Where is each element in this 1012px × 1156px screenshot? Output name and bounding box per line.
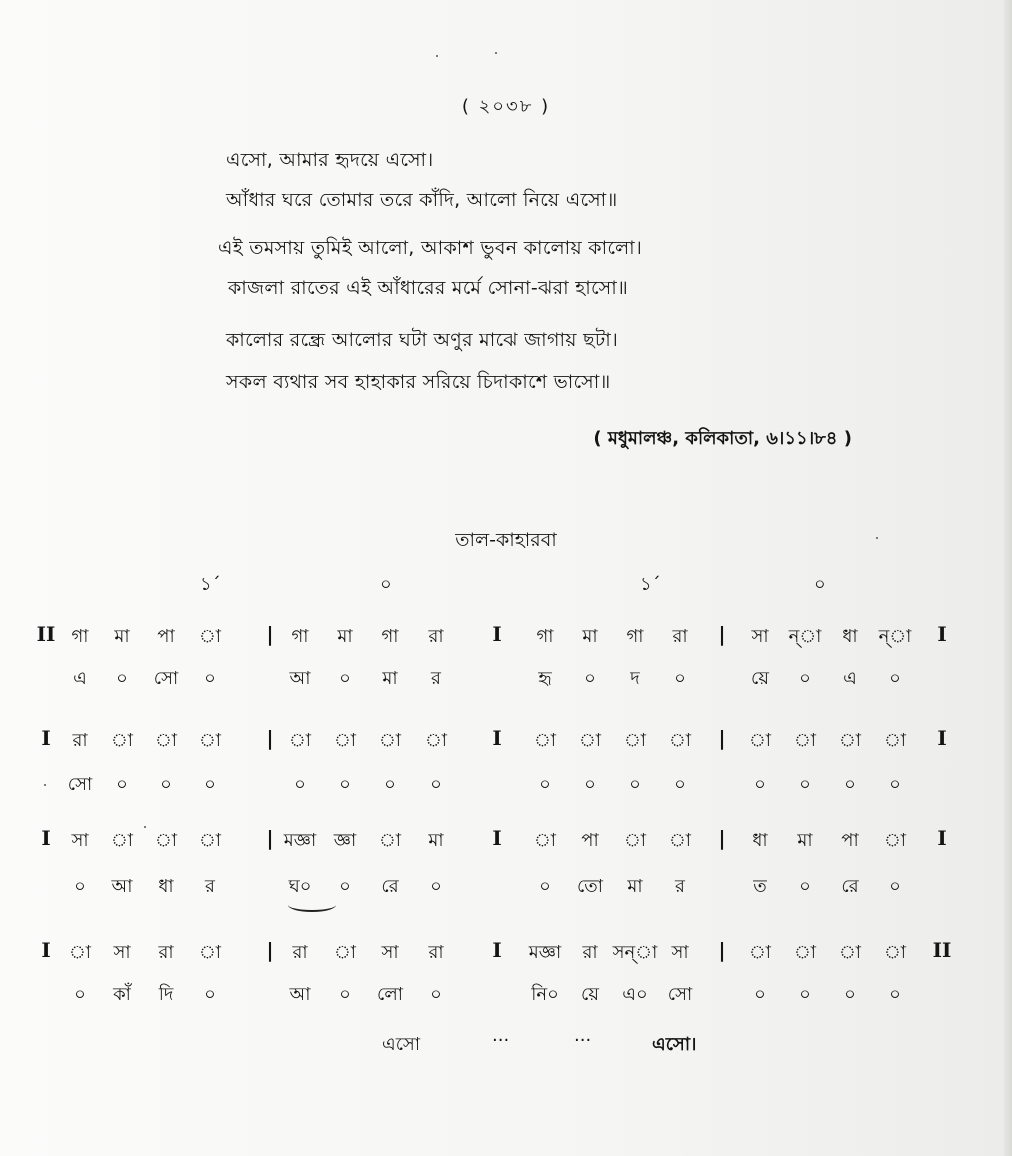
swara-note: া xyxy=(110,830,134,851)
lyric-syllable: এ xyxy=(73,668,87,689)
lyric-syllable: য়ে xyxy=(581,984,599,1005)
lyric-syllable: র xyxy=(675,876,685,897)
swara-note: রা xyxy=(158,942,174,963)
swara-note: রা xyxy=(292,942,308,963)
beat-divider: | xyxy=(266,622,274,646)
swara-row xyxy=(0,938,1012,972)
attribution: ( মধুমালঞ্চ, কলিকাতা, ৬।১১।৮৪ ) xyxy=(593,428,852,449)
lyric-syllable: ০ xyxy=(584,668,596,689)
swara-note: া xyxy=(198,730,222,751)
swara-note: ধা xyxy=(752,830,768,851)
swara-note: া xyxy=(333,942,357,963)
lyric-syllable: ০ xyxy=(799,668,811,689)
lyric-syllable: কাঁ xyxy=(113,984,131,1005)
swara-note: া xyxy=(838,942,862,963)
beat-divider: | xyxy=(718,826,726,850)
swara-note: গা xyxy=(71,626,89,647)
lyric-syllable: ০ xyxy=(204,984,216,1005)
swara-row xyxy=(0,622,1012,656)
swara-note: রা xyxy=(672,626,688,647)
lyric-syllable: ০ xyxy=(160,774,172,795)
swara-note: া xyxy=(154,830,178,851)
swara-note: ন্া xyxy=(788,626,822,647)
lyric-syllable: ০ xyxy=(430,984,442,1005)
lyric-syllable: ০ xyxy=(674,668,686,689)
lyric-syllable: মা xyxy=(627,876,643,897)
lyric-syllable: ০ xyxy=(430,774,442,795)
swara-note: সা xyxy=(671,942,689,963)
lyric-syllable: ০ xyxy=(539,876,551,897)
swara-note: সা xyxy=(381,942,399,963)
swara-note: া xyxy=(198,626,222,647)
lyric-row xyxy=(0,980,1012,1014)
swara-note: া xyxy=(883,942,907,963)
swara-note: গা xyxy=(291,626,309,647)
lyric-syllable: য়ে xyxy=(751,668,769,689)
lyric-syllable: এ xyxy=(843,668,857,689)
lyric-syllable: ০ xyxy=(799,876,811,897)
bar-line: I xyxy=(492,938,502,962)
swara-note: গা xyxy=(626,626,644,647)
speck xyxy=(436,55,438,57)
swara-note: া xyxy=(198,942,222,963)
lyric-syllable: ০ xyxy=(294,774,306,795)
bar-line: I xyxy=(937,622,947,646)
swara-note: ন্া xyxy=(878,626,912,647)
lyric-syllable: ০ xyxy=(116,668,128,689)
song-line-1: এসো, আমার হৃদয়ে এসো। xyxy=(226,149,434,171)
refrain-word: এসো xyxy=(382,1034,421,1055)
swara-note: সা xyxy=(751,626,769,647)
beat-divider: | xyxy=(266,938,274,962)
lyric-syllable: ০ xyxy=(629,774,641,795)
swara-note: া xyxy=(748,730,772,751)
swara-note: া xyxy=(288,730,312,751)
swara-note: া xyxy=(533,730,557,751)
song-line-4: কাজলা রাতের এই আঁধারের মর্মে সোনা-ঝরা হাসো॥ xyxy=(228,277,629,299)
lyric-syllable: ০ xyxy=(339,984,351,1005)
lyric-syllable: ত xyxy=(753,876,767,897)
bar-line: I xyxy=(937,726,947,750)
bar-line: I xyxy=(41,938,51,962)
lyric-syllable: ০ xyxy=(844,984,856,1005)
lyric-syllable: নি০ xyxy=(531,984,559,1005)
lyric-syllable: সো xyxy=(667,984,693,1005)
tala-title: তাল-কাহারবা xyxy=(455,529,557,551)
swara-note: া xyxy=(793,730,817,751)
refrain-word: এসো। xyxy=(652,1034,697,1055)
swara-note: া xyxy=(68,942,92,963)
song-line-6: সকল ব্যথার সব হাহাকার সরিয়ে চিদাকাশে ভাসো॥ xyxy=(226,371,611,393)
lyric-syllable: তো xyxy=(576,876,604,897)
lyric-syllable: ০ xyxy=(339,876,351,897)
refrain-ellipsis: ··· xyxy=(574,1030,592,1051)
swara-note: ধা xyxy=(842,626,858,647)
beat-divider: | xyxy=(266,726,274,750)
beat-mark-3: ১´ xyxy=(640,574,661,595)
lyric-syllable: ০ xyxy=(584,774,596,795)
swara-row xyxy=(0,826,1012,860)
swara-note: সা xyxy=(113,942,131,963)
page-number: ( ২০৩৮ ) xyxy=(461,96,551,117)
bar-line: I xyxy=(41,826,51,850)
lyric-syllable: ০ xyxy=(799,984,811,1005)
swara-note: মা xyxy=(114,626,130,647)
bar-line: I xyxy=(492,726,502,750)
swara-note: া xyxy=(623,830,647,851)
bar-line: I xyxy=(937,826,947,850)
swara-note: রা xyxy=(72,730,88,751)
swara-note: সন্া xyxy=(612,942,658,963)
lyric-syllable: দ xyxy=(630,668,640,689)
swara-note: া xyxy=(623,730,647,751)
song-line-3: এই তমসায় তুমিই আলো, আকাশ ভুবন কালোয় কালো। xyxy=(218,237,643,259)
song-line-5: কালোর রন্ধ্রে আলোর ঘটা অণুর মাঝে জাগায় ছটা। xyxy=(226,329,619,351)
lyric-syllable: ধা xyxy=(158,876,174,897)
swara-row xyxy=(0,726,1012,760)
swara-note: মা xyxy=(582,626,598,647)
swara-note: া xyxy=(198,830,222,851)
lyric-syllable: ০ xyxy=(889,876,901,897)
lyric-syllable: ০ xyxy=(74,876,86,897)
bar-line: I xyxy=(41,726,51,750)
lyric-syllable: ০ xyxy=(889,774,901,795)
beat-divider: | xyxy=(718,622,726,646)
beat-mark-2: ০ xyxy=(380,574,392,595)
swara-note: া xyxy=(668,830,692,851)
bar-line: II xyxy=(932,938,952,962)
lyric-row xyxy=(0,664,1012,698)
beat-divider: | xyxy=(718,726,726,750)
swara-note: া xyxy=(668,730,692,751)
lyric-syllable: আ xyxy=(111,876,133,897)
lyric-syllable: রে xyxy=(381,876,399,897)
swara-note: মজ্ঞা xyxy=(283,830,317,851)
swara-note: পা xyxy=(841,830,859,851)
lyric-syllable: দি xyxy=(158,984,174,1005)
swara-note: জ্ঞা xyxy=(333,830,357,851)
lyric-syllable: লো xyxy=(377,984,403,1005)
beat-divider: | xyxy=(718,938,726,962)
swara-note: মা xyxy=(797,830,813,851)
lyric-syllable: ০ xyxy=(889,984,901,1005)
lyric-syllable: ০ xyxy=(754,984,766,1005)
swara-note: রা xyxy=(428,942,444,963)
lyric-syllable: ০ xyxy=(339,774,351,795)
lyric-syllable: ০ xyxy=(204,774,216,795)
lyric-syllable: রে xyxy=(841,876,859,897)
swara-note: া xyxy=(110,730,134,751)
lyric-syllable: সো xyxy=(153,668,179,689)
beat-mark-4: ০ xyxy=(814,574,826,595)
swara-note: া xyxy=(533,830,557,851)
lyric-syllable: ০ xyxy=(204,668,216,689)
bar-line: I xyxy=(492,622,502,646)
lyric-syllable: ঘ০ xyxy=(288,876,312,897)
swara-note: মা xyxy=(337,626,353,647)
lyric-syllable: ০ xyxy=(384,774,396,795)
swara-note: গা xyxy=(536,626,554,647)
swara-note: া xyxy=(883,730,907,751)
lyric-syllable: ০ xyxy=(754,774,766,795)
swara-note: পা xyxy=(157,626,175,647)
swara-note: রা xyxy=(582,942,598,963)
refrain-ellipsis: ··· xyxy=(492,1030,510,1051)
lyric-syllable: ০ xyxy=(339,668,351,689)
lyric-syllable: ০ xyxy=(674,774,686,795)
lyric-syllable: ০ xyxy=(844,774,856,795)
beat-mark-1: ১´ xyxy=(200,574,221,595)
swara-note: া xyxy=(154,730,178,751)
lyric-syllable: মা xyxy=(382,668,398,689)
swara-note: সা xyxy=(71,830,89,851)
lyric-syllable: এ০ xyxy=(622,984,648,1005)
lyric-syllable: ০ xyxy=(539,774,551,795)
bar-line: I xyxy=(492,826,502,850)
bar-line: II xyxy=(36,622,56,646)
beat-divider: | xyxy=(266,826,274,850)
lyric-syllable: র xyxy=(205,876,215,897)
lyric-row xyxy=(0,770,1012,804)
swara-note: া xyxy=(378,730,402,751)
swara-note: া xyxy=(838,730,862,751)
lyric-row xyxy=(0,872,1012,906)
lyric-syllable: আ xyxy=(289,984,311,1005)
swara-note: মা xyxy=(428,830,444,851)
lyric-syllable: ০ xyxy=(430,876,442,897)
swara-note: া xyxy=(793,942,817,963)
slur-mark xyxy=(288,898,336,912)
swara-note: া xyxy=(333,730,357,751)
lyric-syllable: ০ xyxy=(116,774,128,795)
lyric-syllable: আ xyxy=(289,668,311,689)
swara-note: রা xyxy=(428,626,444,647)
swara-note: পা xyxy=(581,830,599,851)
swara-note: া xyxy=(424,730,448,751)
swara-note: গা xyxy=(381,626,399,647)
swara-note: া xyxy=(883,830,907,851)
swara-note: মজ্ঞা xyxy=(528,942,562,963)
lyric-syllable: হৃ xyxy=(538,668,552,689)
speck xyxy=(495,52,497,54)
song-line-2: আঁধার ঘরে তোমার তরে কাঁদি, আলো নিয়ে এসো॥ xyxy=(226,189,618,211)
lyric-syllable: ০ xyxy=(799,774,811,795)
swara-note: া xyxy=(748,942,772,963)
lyric-syllable: র xyxy=(431,668,441,689)
lyric-syllable: সো xyxy=(67,774,93,795)
lyric-syllable: ০ xyxy=(74,984,86,1005)
lyric-syllable: ০ xyxy=(889,668,901,689)
swara-note: া xyxy=(378,830,402,851)
swara-note: া xyxy=(578,730,602,751)
